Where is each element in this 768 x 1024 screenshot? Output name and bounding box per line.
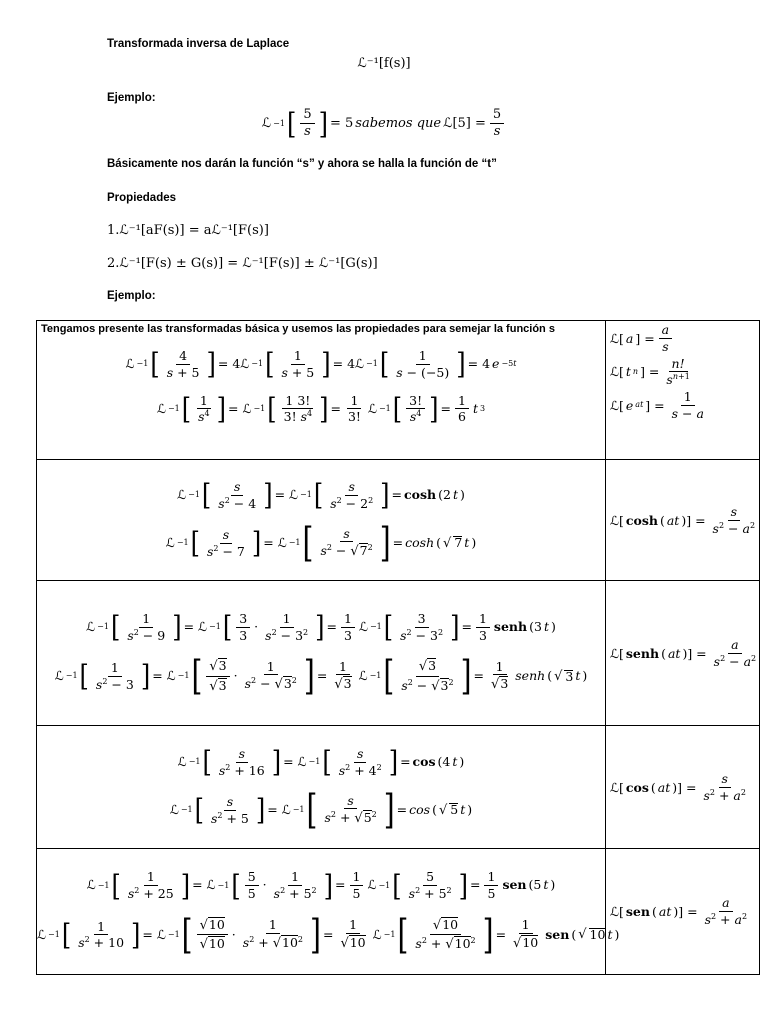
basic-text: Básicamente nos darán la función “s” y ahora se halla la función de “t” [107, 158, 497, 170]
equation: ℒ −1 [ $\frac{1}{s^2 + 10}$ ] = ℒ −1 [ $\frac{√10}{√10}$ · $\frac{1}{s^2 + √10^2}$ ] = $\frac{1}{√10}$ ℒ −1 [ $\frac{√10}{s^2 + √10^2}$ ] = $\frac{1}{√10}$ sen ( √ 10 t ) [37, 910, 620, 958]
table-cell [606, 321, 760, 460]
table-cell [37, 581, 606, 726]
basic-transform: ℒ[ cos ( at )] = $\frac{s}{s^2 + a^2}$ [610, 770, 746, 803]
basic-transform: ℒ[ cosh ( at )] = $\frac{s}{s^2 - a^2}$ [610, 503, 756, 536]
table-cell [606, 460, 760, 581]
property-1: 1.ℒ⁻¹[aF(s)] = aℒ⁻¹[F(s)] [107, 223, 269, 238]
transform-table [36, 320, 760, 975]
equation: ℒ −1 [ $\frac{1}{s^2 - 9}$ ] = ℒ −1 [ $\frac{3}{3}$ · $\frac{1}{s^2 - 3^2}$ ] = $\frac{1}{3}$ ℒ −1 [ $\frac{3}{s^2 - 3^2}$ ] = $\frac{1}{3}$ senh (3 t ) [86, 610, 556, 645]
basic-transform: ℒ[ sen ( at )] = $\frac{a}{s^2 + a^2}$ [610, 895, 748, 927]
table-cell [37, 849, 620, 975]
table-row [37, 581, 760, 726]
equation: ℒ −1 [ $\frac{s}{s^2 + 5}$ ] = ℒ −1 [ $\frac{s}{s^2 + √5^2}$ ] = cos ( √ 5 t ) [169, 785, 473, 834]
properties-label: Propiedades [107, 192, 177, 204]
property-2: 2.ℒ⁻¹[F(s) ± G(s)] = ℒ⁻¹[F(s)] ± ℒ⁻¹[G(s)] [107, 256, 378, 271]
table-row [37, 460, 760, 581]
table-cell [606, 849, 760, 975]
table-cell [37, 321, 606, 460]
table-cell [37, 726, 606, 849]
basic-transform: ℒ[ a ] = $\frac{a}{s}$ [606, 323, 759, 354]
table-cell [606, 581, 760, 726]
page-title: Transformada inversa de Laplace [107, 38, 290, 50]
basic-transform: ℒ[ e at ] = $\frac{1}{s - a}$ [610, 389, 704, 421]
example-formula: ℒ −1 [ $\frac{5}{s}$ ] = 5 sabemos que ℒ[5] = $\frac{5}{s}$ [0, 108, 768, 140]
basic-transform: ℒ[ senh ( at )] = $\frac{a}{s^2 - a^2}$ [610, 636, 757, 669]
example-label-2: Ejemplo: [107, 290, 156, 302]
equation: ℒ −1 [ $\frac{1}{s^2 + 25}$ ] = ℒ −1 [ $\frac{5}{5}$ · $\frac{1}{s^2 + 5^2}$ ] = $\frac{1}{5}$ ℒ −1 [ $\frac{5}{s^2 + 5^2}$ ] = $\frac{1}{5}$ sen (5 t ) [86, 868, 556, 903]
table-row [37, 849, 760, 975]
table-row [37, 726, 760, 849]
equation: ℒ −1 [ $\frac{1}{s^2 - 3}$ ] = ℒ −1 [ $\frac{√3}{√3}$ · $\frac{1}{s^2 - √3^2}$ ] = $\frac{1}{√3}$ ℒ −1 [ $\frac{√3}{s^2 - √3^2}$ ] = $\frac{1}{√3}$ senh ( √ 3 t ) [54, 651, 588, 700]
equation: ℒ −1 [ $\frac{4}{s + 5}$ ] = 4ℒ −1 [ $\frac{1}{s + 5}$ ] = 4ℒ −1 [ $\frac{1}{s - (-5)}$ ] = 4 e −5t [125, 347, 517, 382]
equation: ℒ −1 [ $\frac{s}{s^2 + 16}$ ] = ℒ −1 [ $\frac{s}{s^2 + 4^2}$ ] = cos (4 t ) [177, 745, 465, 780]
example-label: Ejemplo: [107, 92, 156, 104]
table-note: Tengamos presente las transformadas básica y usemos las propiedades para semejar la función s [41, 323, 555, 335]
table-cell [37, 460, 606, 581]
table-cell [606, 726, 760, 849]
table-row [37, 321, 760, 460]
basic-transform: ℒ[ t n ] = $\frac{n!}{s^{n+1}}$ [610, 355, 690, 388]
equation: ℒ −1 [ $\frac{1}{s^4}$ ] = ℒ −1 [ $\frac{1 3!}{3! s^4}$ ] = $\frac{1}{3!}$ ℒ −1 [ $\frac{3!}{s^4}$ ] = $\frac{1}{6}$ t 3 [156, 391, 486, 426]
equation: ℒ −1 [ $\frac{s}{s^2 - 4}$ ] = ℒ −1 [ $\frac{s}{s^2 - 2^2}$ ] = cosh (2 t ) [177, 478, 465, 513]
equation: ℒ −1 [ $\frac{s}{s^2 - 7}$ ] = ℒ −1 [ $\frac{s}{s^2 - √7^2}$ ] = cosh ( √ 7 t ) [165, 518, 477, 567]
main-formula: ℒ⁻¹[f(s)] [357, 56, 411, 71]
